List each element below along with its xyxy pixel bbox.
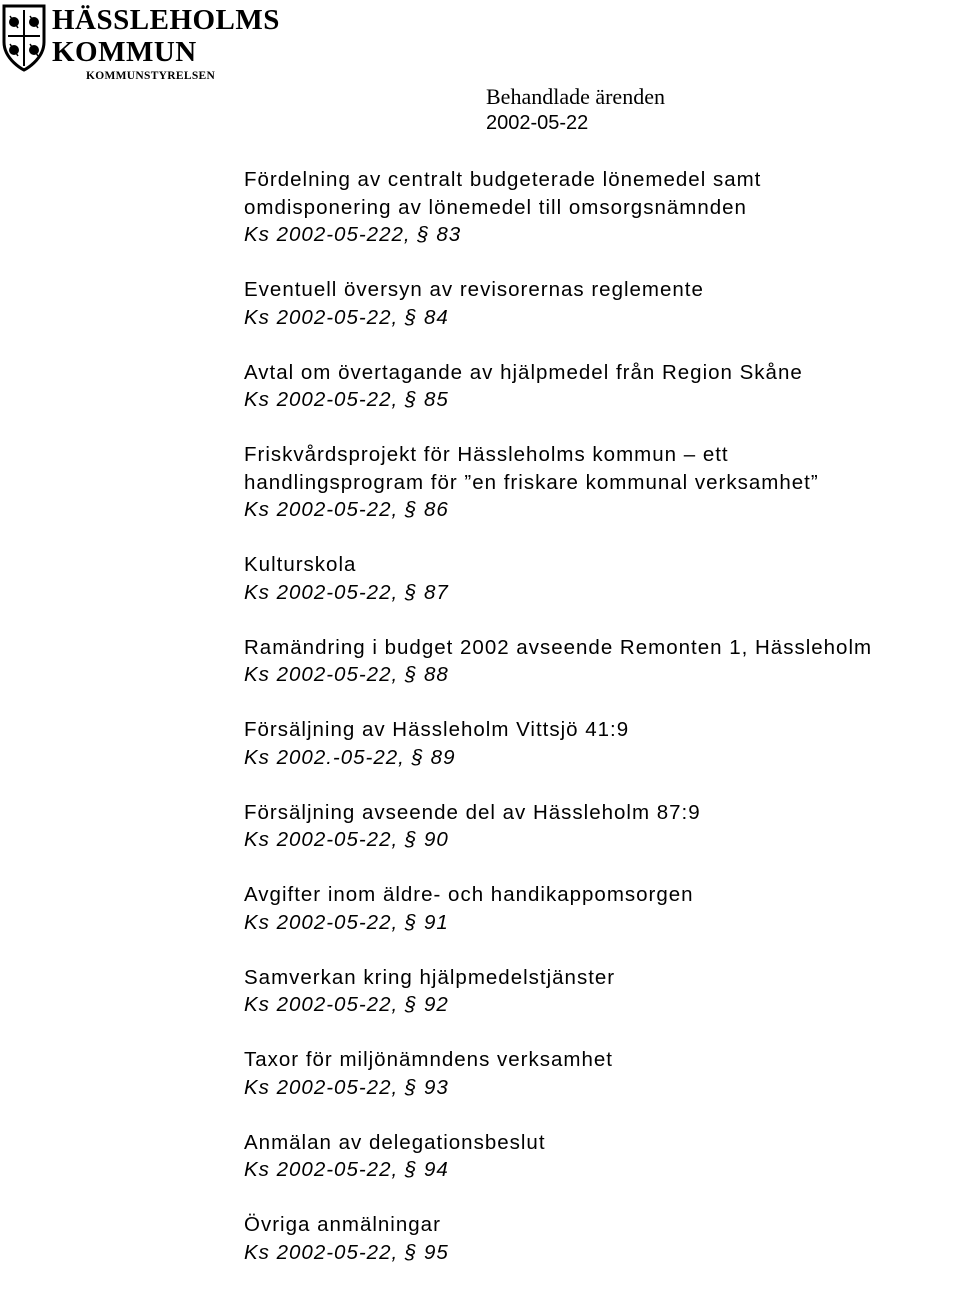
agenda-item [244,799,960,854]
agenda-item-reference: Ks 2002-05-22, § 87 [244,580,449,604]
agenda-item [244,716,960,771]
agenda-item [244,1129,960,1184]
agenda-item-title: handlingsprogram för ”en friskare kommunal verksamhet” [244,470,819,494]
agenda-item-reference: Ks 2002-05-22, § 92 [244,993,449,1016]
agenda-item-title: Övriga anmälningar [244,1213,441,1236]
agenda-item [244,881,960,936]
agenda-item [244,1211,960,1266]
agenda-item-reference: Ks 2002-05-22, § 88 [244,663,449,686]
logo-name-line2: KOMMUN [52,36,197,68]
agenda-item [244,441,960,524]
agenda-item [244,634,960,689]
agenda-item [244,964,960,1019]
agenda-item-reference: Ks 2002-05-22, § 85 [244,388,449,411]
agenda-item [244,166,960,249]
agenda-item-title: Anmälan av delegationsbeslut [244,1130,546,1154]
page-date: 2002-05-22 [486,112,589,134]
agenda-item-title: Taxor för miljönämndens verksamhet [244,1048,613,1071]
agenda-item-title: Försäljning av Hässleholm Vittsjö 41:9 [244,718,630,741]
agenda-item-title: omdisponering av lönemedel till omsorgsnämnden [244,195,747,219]
agenda-item-reference: Ks 2002-05-22, § 94 [244,1158,449,1181]
agenda-item-title: Avtal om övertagande av hjälpmedel från Region Skåne [244,360,803,384]
agenda-item-title: Fördelning av centralt budgeterade lönemedel samt [244,168,762,191]
municipality-logo [0,0,280,88]
agenda-item [244,551,960,606]
agenda-item-title: Försäljning avseende del av Hässleholm 87:9 [244,800,701,824]
agenda-item-reference: Ks 2002-05-22, § 91 [244,910,449,934]
agenda-item-reference: Ks 2002-05-22, § 90 [244,828,449,851]
coat-of-arms-icon [0,2,48,74]
page-title: Behandlade ärenden [486,84,665,109]
agenda-item-reference: Ks 2002-05-22, § 86 [244,498,449,521]
agenda-item-reference: Ks 2002.-05-22, § 89 [244,745,456,769]
agenda-item-reference: Ks 2002-05-22, § 93 [244,1075,449,1099]
agenda-item-title: Eventuell översyn av revisorernas reglemente [244,278,704,301]
agenda-item-title: Avgifter inom äldre- och handikappomsorgen [244,883,694,906]
agenda-item-title: Friskvårdsprojekt för Hässleholms kommun – ett [244,443,729,466]
logo-name-line1: HÄSSLEHOLMS [52,4,280,36]
agenda-item-title: Kulturskola [244,553,357,576]
agenda-item-title: Samverkan kring hjälpmedelstjänster [244,965,616,989]
agenda-item-reference: Ks 2002-05-222, § 83 [244,223,462,246]
agenda-item-reference: Ks 2002-05-22, § 84 [244,305,449,329]
agenda-item-title: Ramändring i budget 2002 avseende Remonten 1, Hässleholm [244,635,873,659]
logo-department: KOMMUNSTYRELSEN [86,70,216,82]
agenda-list [244,166,960,1294]
agenda-item [244,1046,960,1101]
agenda-item [244,276,960,331]
agenda-item [244,359,960,414]
agenda-item-reference: Ks 2002-05-22, § 95 [244,1240,449,1264]
